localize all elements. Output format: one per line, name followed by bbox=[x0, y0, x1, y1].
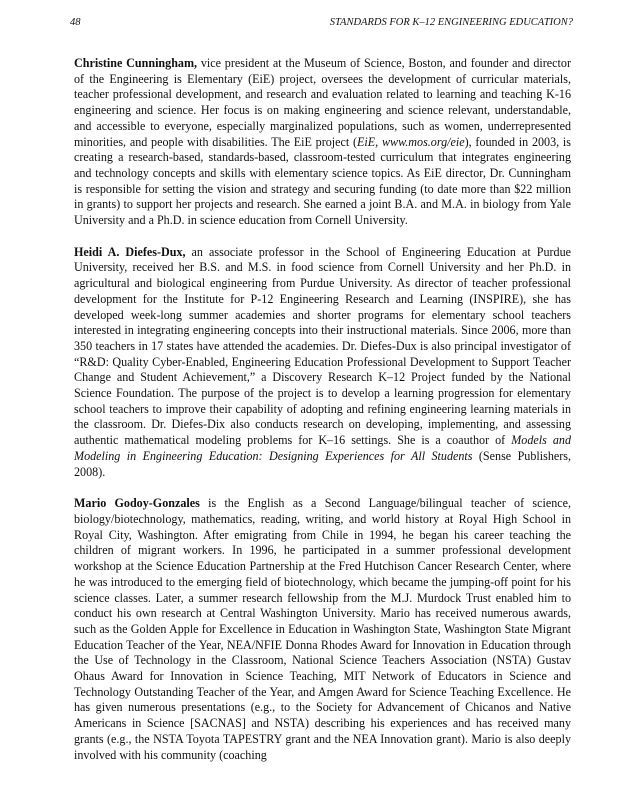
bio-paragraph-godoy-gonzales bbox=[74, 496, 571, 763]
bio-text: ), founded in 2003, is creating a research-based, standards-based, classroom-tested curriculum that integrates engineering and technology concepts and skills with elementary science topics. As EiE director, Dr. Cunningham is responsible for setting the vision and strategy and securing funding (to date more than $22 million in grants) to support her projects and research. She earned a joint B.A. and M.A. in biology from Yale University and a Ph.D. in science education from Cornell University. bbox=[74, 134, 571, 228]
page-body bbox=[74, 56, 571, 779]
bio-paragraph-diefes-dux bbox=[74, 245, 571, 481]
bio-paragraph-cunningham bbox=[74, 56, 571, 229]
bio-italic-text: EiE, www.mos.org/eie bbox=[357, 134, 465, 149]
running-header bbox=[70, 16, 573, 30]
bio-italic-text: Models and Modeling in Engineering Education: Designing Experiences for All Students bbox=[74, 433, 571, 463]
bio-name: Mario Godoy-Gonzales bbox=[74, 496, 200, 511]
bio-text: vice president at the Museum of Science, Boston, and founder and director of the Engineering is Elementary (EiE) project, oversees the development of curricular materials, teacher professional development, and research and evaluation related to learning and teaching K-16 engineering and science. Her focus is on making engineering and science relevant, understandable, and accessible to everyone, especially marginalized populations, such as women, underrepresented minorities, and people with disabilities. The EiE project ( bbox=[74, 56, 571, 149]
running-title: STANDARDS FOR K–12 ENGINEERING EDUCATION? bbox=[329, 17, 573, 28]
page-number: 48 bbox=[70, 17, 81, 28]
bio-text: is the English as a Second Language/bilingual teacher of science, biology/biotechnology, mathematics, reading, writing, and world history at Royal High School in Royal City, Washington. After emigrating from Chile in 1994, he began his career teaching the children of migrant workers. In 1996, he participated in a summer professional development workshop at the Science Education Partnership at the Fred Hutchison Cancer Research Center, where he was introduced to the emerging field of biotechnology, which became the jumping-off point for his science classes. Later, a summer research fellowship from the M.J. Murdock Trust enabled him to conduct his own research at Central Washington University. Mario has received numerous awards, such as the Golden Apple for Excellence in Education in Washington State, Washington State Migrant Education Teacher of the Year, NEA/NFIE Donna Rhodes Award for Innovation in Education through the Use of Technology in the Classroom, National Science Teachers Association (NSTA) Gustav Ohaus Award for Innovation in Science Teaching, MIT Network of Educators in Science and Technology Outstanding Teacher of the Year, and Amgen Award for Science Teaching Excellence. He has given numerous presentations (e.g., to the Society for Advancement of Chicanos and Native Americans in Science [SACNAS] and NSTA) describing his experiences and has received many grants (e.g., the NSTA Toyota TAPESTRY grant and the NEA Innovation grant). Mario is also deeply involved with his community (coaching bbox=[74, 496, 571, 762]
bio-text: an associate professor in the School of Engineering Education at Purdue University, received her B.S. and M.S. in food science from Cornell University and her Ph.D. in agricultural and biological engineering from Purdue University. As director of teacher professional development for the Institute for P-12 Engineering Research and Learning (INSPIRE), she has developed week-long summer academies and shorter programs for elementary school teachers interested in integrating engineering concepts into their instructional materials. Since 2006, more than 350 teachers in 17 states have attended the academies. Dr. Diefes-Dux is also principal investigator of “R&D: Quality Cyber-Enabled, Engineering Education Professional Development to Support Teacher Change and Student Achievement,” a Discovery Research K–12 Project funded by the National Science Foundation. The purpose of the project is to develop a learning progression for elementary school teachers to improve their capability of adopting and refining engineering learning materials in the classroom. Dr. Diefes-Dix also conducts research on developing, implementing, and assessing authentic mathematical modeling problems for K–16 settings. She is a coauthor of bbox=[74, 244, 571, 448]
bio-text: (Sense Publishers, 2008). bbox=[74, 448, 571, 479]
bio-name: Heidi A. Diefes-Dux, bbox=[74, 244, 186, 259]
bio-name: Christine Cunningham, bbox=[74, 56, 198, 70]
